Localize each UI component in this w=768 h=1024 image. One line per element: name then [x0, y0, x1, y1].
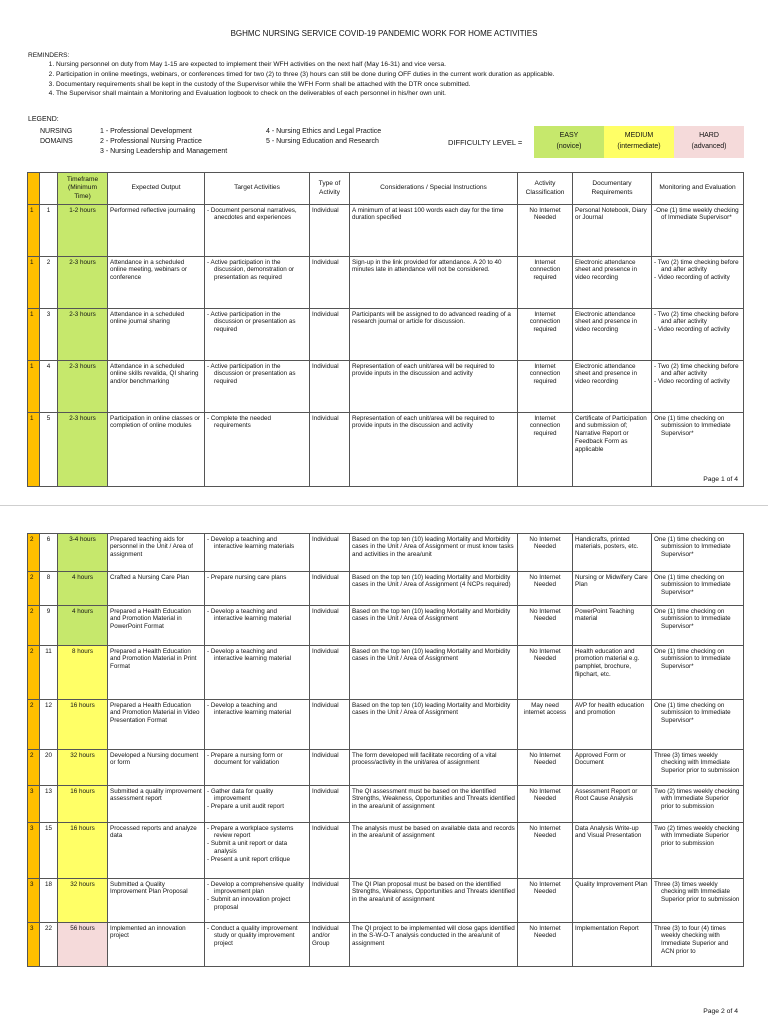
activity-classification-cell: No Internet Needed [518, 750, 573, 786]
timeframe-cell: 2-3 hours [58, 413, 108, 487]
timeframe-cell: 4 hours [58, 606, 108, 646]
difficulty-level-name: HARD [699, 132, 719, 139]
monitoring-item: - Two (2) time checking before and after activity [654, 362, 739, 378]
reminders-list [46, 61, 748, 98]
considerations-cell: The form developed will facilitate recording of a vital process/activity in the unit/area of assignment [350, 750, 518, 786]
activity-classification-cell: No Internet Needed [518, 572, 573, 606]
expected-output-cell: Crafted a Nursing Care Plan [108, 572, 205, 606]
activity-number-cell: 3 [40, 309, 58, 361]
monitoring-item: -One (1) time weekly checking of Immediate Supervisor* [654, 206, 739, 222]
legend-domains-col1 [100, 127, 227, 157]
domain-cell: 1 [28, 413, 40, 487]
domain-cell: 3 [28, 786, 40, 823]
header-number-cell [40, 173, 58, 205]
target-activity-item: - Active participation in the discussion or presentation as required [207, 362, 296, 386]
monitoring-item: - Video recording of activity [654, 326, 730, 334]
domain-cell: 1 [28, 309, 40, 361]
table-row [28, 309, 744, 361]
documentary-requirements-cell: Personal Notebook, Diary or Journal [573, 205, 652, 257]
legend-nursing-domains-label [40, 127, 73, 147]
table-row [28, 923, 744, 967]
header-target-activities: Target Activities [205, 173, 310, 205]
reminder-item: 2. Participation in online meetings, webinars, or conferences timed for two (2) to three (3) hours can still be done during OFF duties in the current work duration as applicable. [56, 71, 748, 79]
type-of-activity-cell: Individual [310, 257, 350, 309]
legend-domains-label: DOMAINS [40, 138, 73, 145]
table-header-row [28, 173, 744, 205]
target-activities-cell [205, 413, 310, 487]
header-expected-output: Expected Output [108, 173, 205, 205]
difficulty-level-name: EASY [559, 132, 579, 139]
target-activity-item: - Present a unit report critique [207, 855, 290, 863]
timeframe-cell: 32 hours [58, 879, 108, 923]
activity-number-cell: 4 [40, 361, 58, 413]
table-body-page1 [28, 205, 744, 487]
activity-number-cell: 12 [40, 700, 58, 750]
domain-cell: 2 [28, 646, 40, 700]
reminders-section [28, 52, 748, 100]
monitoring-item: - Video recording of activity [654, 378, 730, 386]
difficulty-level-name: MEDIUM [624, 132, 654, 139]
considerations-cell: Based on the top ten (10) leading Mortality and Morbidity cases in the Unit / Area of Assignment [350, 646, 518, 700]
activity-classification-cell: Internet connection required [518, 309, 573, 361]
monitoring-evaluation-cell [652, 309, 744, 361]
target-activities-cell [205, 572, 310, 606]
table-row [28, 646, 744, 700]
target-activities-cell [205, 786, 310, 823]
target-activity-item: - Develop a teaching and interactive learning material [207, 647, 291, 663]
legend-domain-item: 2 - Professional Nursing Practice [100, 138, 202, 145]
monitoring-item: Three (3) times weekly checking with Immediate Superior prior to submission [654, 751, 740, 775]
legend-domain-item: 1 - Professional Development [100, 128, 192, 135]
considerations-cell: The QI project to be implemented will close gaps identified in the S-W-O-T analysis conducted in the area/unit of assignment [350, 923, 518, 967]
target-activity-item: - Active participation in the discussion or presentation as required [207, 310, 296, 334]
activity-number-cell: 8 [40, 572, 58, 606]
type-of-activity-cell: Individual [310, 205, 350, 257]
target-activities-cell [205, 534, 310, 572]
monitoring-item: One (1) time checking on submission to Immediate Supervisor* [654, 647, 731, 671]
monitoring-evaluation-cell [652, 646, 744, 700]
monitoring-evaluation-cell [652, 750, 744, 786]
activity-classification-cell: May need internet access [518, 700, 573, 750]
documentary-requirements-cell: Nursing or Midwifery Care Plan [573, 572, 652, 606]
monitoring-evaluation-cell [652, 361, 744, 413]
expected-output-cell: Developed a Nursing document or form [108, 750, 205, 786]
activities-table-page1 [27, 172, 744, 487]
target-activity-item: - Prepare a nursing form or document for validation [207, 751, 283, 767]
expected-output-cell: Performed reflective journaling [108, 205, 205, 257]
monitoring-evaluation-cell [652, 205, 744, 257]
monitoring-evaluation-cell [652, 257, 744, 309]
monitoring-item: One (1) time checking on submission to Immediate Supervisor* [654, 701, 731, 725]
expected-output-cell: Processed reports and analyze data [108, 823, 205, 879]
timeframe-cell: 1-2 hours [58, 205, 108, 257]
type-of-activity-cell: Individual [310, 361, 350, 413]
documentary-requirements-cell: Electronic attendance sheet and presence in video recording [573, 361, 652, 413]
header-activity-classification: Activity Classification [518, 173, 573, 205]
target-activities-cell [205, 646, 310, 700]
header-documentary-requirements: Documentary Requirements [573, 173, 652, 205]
activity-number-cell: 2 [40, 257, 58, 309]
type-of-activity-cell: Individual [310, 700, 350, 750]
activity-classification-cell: Internet connection required [518, 361, 573, 413]
legend-domains-col2 [266, 127, 381, 147]
header-domain-cell [28, 173, 40, 205]
timeframe-cell: 8 hours [58, 646, 108, 700]
table-row [28, 879, 744, 923]
domain-cell: 1 [28, 205, 40, 257]
document-page-1 [0, 0, 768, 490]
monitoring-evaluation-cell [652, 923, 744, 967]
type-of-activity-cell: Individual [310, 413, 350, 487]
type-of-activity-cell: Individual [310, 534, 350, 572]
target-activities-cell [205, 309, 310, 361]
monitoring-item: - Two (2) time checking before and after activity [654, 310, 739, 326]
expected-output-cell: Implemented an innovation project [108, 923, 205, 967]
documentary-requirements-cell: Approved Form or Document [573, 750, 652, 786]
table-row [28, 361, 744, 413]
target-activity-item: - Prepare a unit audit report [207, 803, 285, 811]
considerations-cell: A minimum of at least 100 words each day for the time duration specified [350, 205, 518, 257]
header-monitoring-evaluation: Monitoring and Evaluation [652, 173, 744, 205]
table-row [28, 700, 744, 750]
expected-output-cell: Prepared a Health Education and Promotion Material in Print Format [108, 646, 205, 700]
considerations-cell: The QI Plan proposal must be based on the identified Strengths, Weakness, Opportunities and Threats identified in the area/unit of assignment [350, 879, 518, 923]
activity-number-cell: 9 [40, 606, 58, 646]
activity-number-cell: 6 [40, 534, 58, 572]
target-activity-item: - Complete the needed requirements [207, 414, 272, 430]
documentary-requirements-cell: Health education and promotion material e.g. pamphlet, brochure, flipchart, etc. [573, 646, 652, 700]
page-number: Page 2 of 4 [703, 1008, 738, 1015]
activity-number-cell: 15 [40, 823, 58, 879]
considerations-cell: Participants will be assigned to do advanced reading of a research journal or article for discussion. [350, 309, 518, 361]
type-of-activity-cell: Individual [310, 879, 350, 923]
domain-cell: 2 [28, 606, 40, 646]
activity-number-cell: 18 [40, 879, 58, 923]
table-row [28, 205, 744, 257]
table-row [28, 572, 744, 606]
difficulty-level-desc: (intermediate) [617, 143, 661, 150]
type-of-activity-cell: Individual [310, 646, 350, 700]
legend-nursing-label: NURSING [40, 128, 73, 135]
expected-output-cell: Prepared a Health Education and Promotion Material in Video Presentation Format [108, 700, 205, 750]
type-of-activity-cell: Individual [310, 786, 350, 823]
difficulty-level-desc: (advanced) [691, 143, 727, 150]
domain-cell: 3 [28, 823, 40, 879]
monitoring-item: Two (2) times weekly checking with Immediate Superior prior to submission [654, 824, 740, 848]
target-activities-cell [205, 750, 310, 786]
considerations-cell: Based on the top ten (10) leading Mortality and Morbidity cases in the Unit / Area of Assignment [350, 700, 518, 750]
considerations-cell: Based on the top ten (10) leading Mortality and Morbidity cases in the Unit / Area of Assignment or must know tasks and activities in the area/unit [350, 534, 518, 572]
target-activities-cell [205, 700, 310, 750]
considerations-cell: Based on the top ten (10) leading Mortality and Morbidity cases in the Unit / Area of Assignment (4 NCPs required) [350, 572, 518, 606]
target-activities-cell [205, 606, 310, 646]
expected-output-cell: Attendance in a scheduled online skills revalida, QI sharing and/or benchmarking [108, 361, 205, 413]
considerations-cell: The analysis must be based on available data and records in the area/unit of assignment [350, 823, 518, 879]
table-row [28, 413, 744, 487]
target-activity-item: - Prepare nursing care plans [207, 573, 287, 581]
documentary-requirements-cell: Implementation Report [573, 923, 652, 967]
target-activity-item: - Prepare a workplace systems review report [207, 824, 294, 840]
documentary-requirements-cell: Handicrafts, printed materials, posters, etc. [573, 534, 652, 572]
activity-classification-cell: No Internet Needed [518, 823, 573, 879]
activity-classification-cell: Internet connection required [518, 413, 573, 487]
table-row [28, 257, 744, 309]
expected-output-cell: Prepared a Health Education and Promotion Material in PowerPoint Format [108, 606, 205, 646]
activity-number-cell: 20 [40, 750, 58, 786]
target-activities-cell [205, 823, 310, 879]
type-of-activity-cell: Individual [310, 823, 350, 879]
documentary-requirements-cell: Electronic attendance sheet and presence in video recording [573, 257, 652, 309]
target-activity-item: - Develop a teaching and interactive learning material [207, 701, 291, 717]
table-body-page2 [28, 534, 744, 967]
domain-cell: 2 [28, 534, 40, 572]
activity-number-cell: 13 [40, 786, 58, 823]
documentary-requirements-cell: Electronic attendance sheet and presence in video recording [573, 309, 652, 361]
difficulty-level-desc: (novice) [556, 143, 582, 150]
timeframe-cell: 2-3 hours [58, 309, 108, 361]
timeframe-cell: 32 hours [58, 750, 108, 786]
activity-number-cell: 1 [40, 205, 58, 257]
monitoring-evaluation-cell [652, 534, 744, 572]
monitoring-evaluation-cell [652, 879, 744, 923]
type-of-activity-cell: Individual [310, 750, 350, 786]
activity-classification-cell: No Internet Needed [518, 205, 573, 257]
table-row [28, 534, 744, 572]
target-activity-item: - Document personal narratives, anecdotes and experiences [207, 206, 297, 222]
target-activity-item: - Active participation in the discussion, demonstration or presentation as required [207, 258, 295, 282]
target-activities-cell [205, 879, 310, 923]
target-activities-cell [205, 205, 310, 257]
monitoring-item: Three (3) times weekly checking with Immediate Superior prior to submission [654, 880, 740, 904]
activity-number-cell: 22 [40, 923, 58, 967]
monitoring-item: Two (2) times weekly checking with Immediate Superior prior to submission [654, 787, 740, 811]
expected-output-cell: Submitted a quality improvement assessment report [108, 786, 205, 823]
timeframe-cell: 16 hours [58, 823, 108, 879]
activity-classification-cell: Internet connection required [518, 257, 573, 309]
monitoring-evaluation-cell [652, 700, 744, 750]
domain-cell: 1 [28, 257, 40, 309]
activity-classification-cell: No Internet Needed [518, 923, 573, 967]
target-activities-cell [205, 923, 310, 967]
monitoring-evaluation-cell [652, 823, 744, 879]
expected-output-cell: Submitted a Quality Improvement Plan Proposal [108, 879, 205, 923]
table-row [28, 750, 744, 786]
page-number: Page 1 of 4 [703, 476, 738, 483]
monitoring-evaluation-cell [652, 606, 744, 646]
legend-domain-item: 3 - Nursing Leadership and Management [100, 148, 228, 155]
monitoring-evaluation-cell [652, 572, 744, 606]
monitoring-item: Three (3) to four (4) times weekly checking with Immediate Superior and ACN prior to [654, 924, 729, 956]
table-row [28, 786, 744, 823]
considerations-cell: The QI assessment must be based on the identified Strengths, Weakness, Opportunities and Threats identified in the area/unit of assignment [350, 786, 518, 823]
legend-title: LEGEND: [28, 116, 59, 123]
legend-domain-item: 5 - Nursing Education and Research [266, 138, 379, 145]
difficulty-level-label: DIFFICULTY LEVEL = [448, 138, 523, 147]
domain-cell: 3 [28, 923, 40, 967]
difficulty-medium-box [604, 126, 674, 158]
difficulty-easy-box [534, 126, 604, 158]
domain-cell: 2 [28, 750, 40, 786]
difficulty-hard-box [674, 126, 744, 158]
monitoring-item: One (1) time checking on submission to Immediate Supervisor* [654, 414, 731, 438]
reminder-item: 4. The Supervisor shall maintain a Monitoring and Evaluation logbook to check on the deliverables of each personnel in his/her own unit. [56, 90, 748, 98]
considerations-cell: Sign-up in the link provided for attendance. A 20 to 40 minutes late in attendance will not be considered. [350, 257, 518, 309]
activity-number-cell: 11 [40, 646, 58, 700]
domain-cell: 1 [28, 361, 40, 413]
activity-classification-cell: No Internet Needed [518, 786, 573, 823]
legend-section [28, 116, 748, 162]
domain-cell: 2 [28, 700, 40, 750]
target-activity-item: - Submit a unit report or data analysis [207, 840, 288, 856]
document-title: BGHMC NURSING SERVICE COVID-19 PANDEMIC WORK FOR HOME ACTIVITIES [230, 29, 538, 38]
target-activity-item: - Conduct a quality improvement study or quality improvement project [207, 924, 298, 948]
reminders-heading: REMINDERS: [28, 52, 70, 59]
timeframe-cell: 2-3 hours [58, 361, 108, 413]
expected-output-cell: Prepared teaching aids for personnel in the Unit / Area of assignment [108, 534, 205, 572]
legend-domain-item: 4 - Nursing Ethics and Legal Practice [266, 128, 382, 135]
type-of-activity-cell: Individual and/or Group [310, 923, 350, 967]
header-type-of-activity: Type of Activity [310, 173, 350, 205]
header-considerations: Considerations / Special Instructions [350, 173, 518, 205]
activity-classification-cell: No Internet Needed [518, 646, 573, 700]
reminder-item: 1. Nursing personnel on duty from May 1-15 are expected to implement their WFH activities on the next half (May 16-31) and vice versa. [56, 61, 748, 69]
considerations-cell: Representation of each unit/area will be required to provide inputs in the discussion and activity [350, 413, 518, 487]
activity-classification-cell: No Internet Needed [518, 534, 573, 572]
table-row [28, 823, 744, 879]
activity-classification-cell: No Internet Needed [518, 879, 573, 923]
monitoring-evaluation-cell [652, 786, 744, 823]
monitoring-item: One (1) time checking on submission to Immediate Supervisor* [654, 607, 731, 631]
activity-number-cell: 5 [40, 413, 58, 487]
monitoring-item: - Video recording of activity [654, 274, 730, 282]
target-activities-cell [205, 361, 310, 413]
type-of-activity-cell: Individual [310, 606, 350, 646]
timeframe-cell: 4 hours [58, 572, 108, 606]
target-activity-item: - Develop a teaching and interactive learning material [207, 607, 291, 623]
monitoring-item: One (1) time checking on submission to Immediate Supervisor* [654, 535, 731, 559]
documentary-requirements-cell: Data Analysis Write-up and Visual Presentation [573, 823, 652, 879]
type-of-activity-cell: Individual [310, 309, 350, 361]
domain-cell: 2 [28, 572, 40, 606]
considerations-cell: Based on the top ten (10) leading Mortality and Morbidity cases in the Unit / Area of Assignment [350, 606, 518, 646]
target-activities-cell [205, 257, 310, 309]
target-activity-item: - Develop a teaching and interactive learning materials [207, 535, 295, 551]
table-row [28, 606, 744, 646]
target-activity-item: - Submit an innovation project proposal [207, 896, 291, 912]
timeframe-cell: 16 hours [58, 700, 108, 750]
target-activity-item: - Gather data for quality improvement [207, 787, 274, 803]
expected-output-cell: Attendance in a scheduled online journal sharing [108, 309, 205, 361]
monitoring-item: One (1) time checking on submission to Immediate Supervisor* [654, 573, 731, 597]
considerations-cell: Representation of each unit/area will be required to provide inputs in the discussion and activity [350, 361, 518, 413]
documentary-requirements-cell: Assessment Report or Root Cause Analysis [573, 786, 652, 823]
domain-cell: 3 [28, 879, 40, 923]
documentary-requirements-cell: AVP for health education and promotion [573, 700, 652, 750]
header-timeframe: Timeframe (Minimum Time) [58, 173, 108, 205]
documentary-requirements-cell: Certificate of Participation and submission of; Narrative Report or Feedback Form as applicable [573, 413, 652, 487]
target-activity-item: - Develop a comprehensive quality improvement plan [207, 880, 304, 896]
documentary-requirements-cell: Quality Improvement Plan [573, 879, 652, 923]
timeframe-cell: 56 hours [58, 923, 108, 967]
document-page-2 [0, 505, 768, 1024]
timeframe-cell: 16 hours [58, 786, 108, 823]
timeframe-cell: 3-4 hours [58, 534, 108, 572]
type-of-activity-cell: Individual [310, 572, 350, 606]
activities-table-page2 [27, 533, 744, 967]
reminder-item: 3. Documentary requirements shall be kept in the custody of the Supervisor while the WFH Form shall be attached with the DTR once submitted. [56, 81, 748, 89]
expected-output-cell: Attendance in a scheduled online meeting, webinars or conference [108, 257, 205, 309]
documentary-requirements-cell: PowerPoint Teaching material [573, 606, 652, 646]
monitoring-item: - Two (2) time checking before and after activity [654, 258, 739, 274]
timeframe-cell: 2-3 hours [58, 257, 108, 309]
expected-output-cell: Participation in online classes or completion of online modules [108, 413, 205, 487]
activity-classification-cell: No Internet Needed [518, 606, 573, 646]
